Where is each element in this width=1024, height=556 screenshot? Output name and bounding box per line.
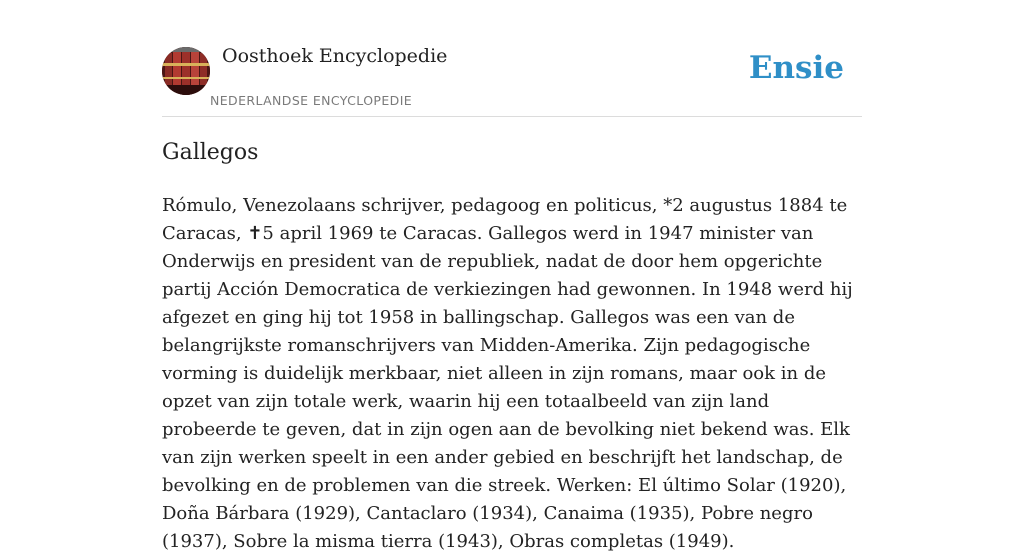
site-header xyxy=(162,0,862,117)
encyclopedia-books-icon[interactable] xyxy=(162,47,210,95)
page xyxy=(162,0,862,552)
site-subtitle: NEDERLANDSE ENCYCLOPEDIE xyxy=(210,93,413,108)
site-title-link[interactable]: Oosthoek Encyclopedie xyxy=(222,45,448,67)
entry-title: Gallegos xyxy=(162,140,259,165)
ensie-logo-link[interactable]: Ensie xyxy=(748,50,844,86)
entry-body: Rómulo, Venezolaans schrijver, pedagoog en politicus, *2 augustus 1884 te Caracas, ✝5 april 1969 te Caracas. Gallegos werd in 1947 minister van Onderwijs en president van de republiek, nadat de door hem opgerichte partij Acción Democratica de verkiezingen had gewonnen. In 1948 werd hij afgezet en ging hij tot 1958 in ballingschap. Gallegos was een van de belangrijkste romanschrijvers van Midden-Amerika. Zijn pedagogische vorming is duidelijk merkbaar, niet alleen in zijn romans, maar ook in de opzet van zijn totale werk, waarin hij een totaalbeeld van zijn land probeerde te geven, dat in zijn ogen aan de bevolking niet bekend was. Elk van zijn werken speelt in een ander gebied en beschrijft het landschap, de bevolking en de problemen van die streek. Werken: El último Solar (1920), Doña Bárbara (1929), Cantaclaro (1934), Canaima (1935), Pobre negro (1937), Sobre la misma tierra (1943), Obras completas (1949). xyxy=(162,195,853,552)
